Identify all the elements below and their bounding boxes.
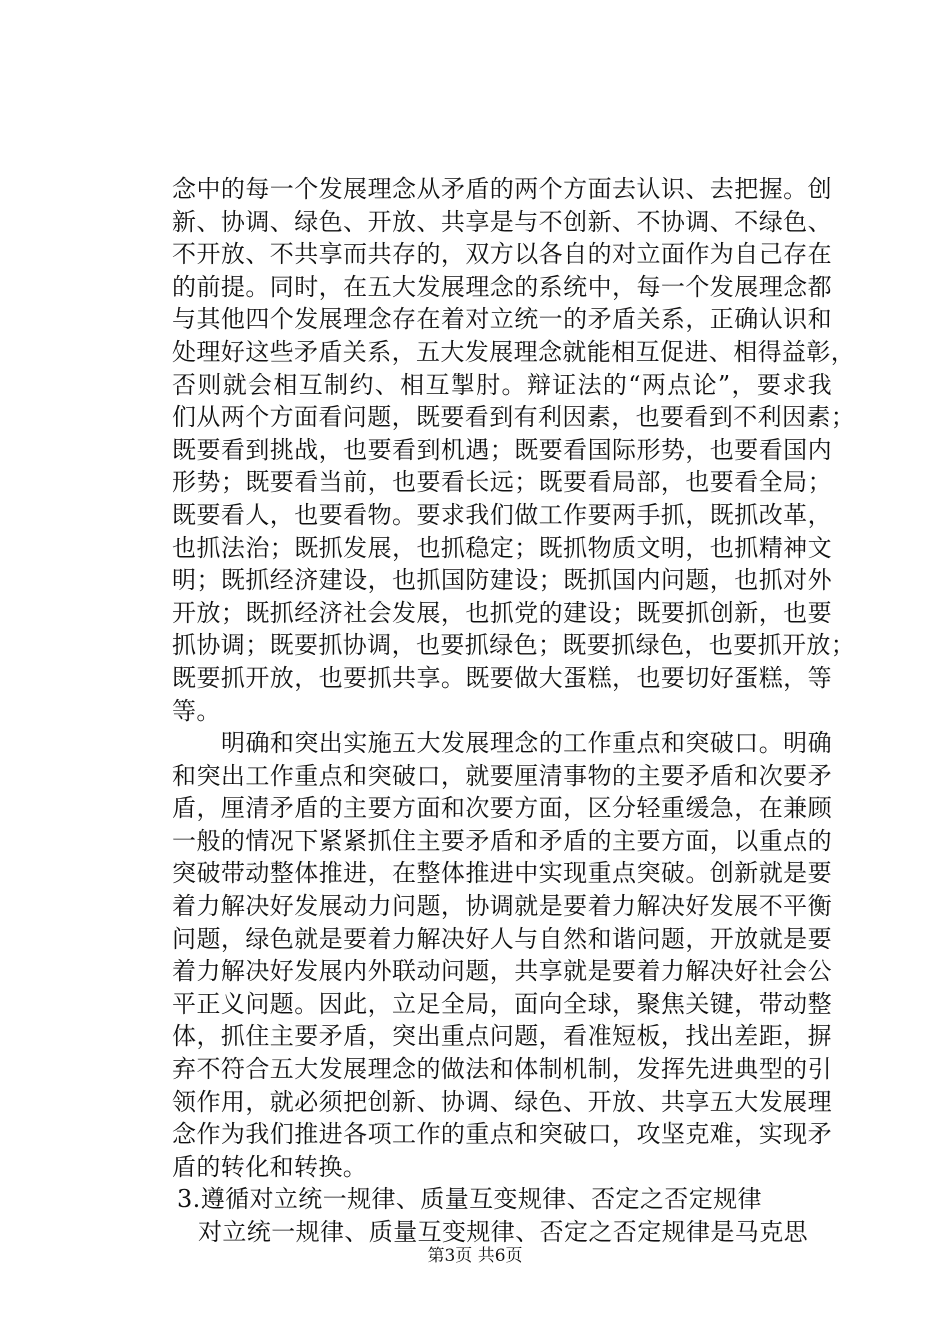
text-line: 突破带动整体推进，在整体推进中实现重点突破。创新就是要	[172, 859, 832, 888]
text-line: 形势；既要看当前，也要看长远；既要看局部，也要看全局；	[172, 468, 832, 497]
text-line: 既要看人，也要看物。要求我们做工作要两手抓，既抓改革，	[172, 500, 832, 529]
section-heading: 3.遵循对立统一规律、质量互变规律、否定之否定规律	[177, 1185, 762, 1214]
document-body	[172, 173, 856, 1249]
text-line: 念中的每一个发展理念从矛盾的两个方面去认识、去把握。创	[172, 175, 832, 203]
text-line: 新、协调、绿色、开放、共享是与不创新、不协调、不绿色、	[172, 207, 832, 236]
text-line: 盾的转化和转换。	[172, 1152, 368, 1181]
text-line: 着力解决好发展内外联动问题，共享就是要着力解决好社会公	[172, 957, 832, 986]
paragraph-3	[172, 1216, 832, 1249]
text-line: 既要抓开放，也要抓共享。既要做大蛋糕，也要切好蛋糕，等	[172, 663, 832, 692]
text-line: 弃不符合五大发展理念的做法和体制机制，发挥先进典型的引	[172, 1055, 832, 1084]
text-line: 平正义问题。因此，立足全局，面向全球，聚焦关键，带动整	[172, 989, 832, 1018]
text-line: 对立统一规律、质量互变规律、否定之否定规律是马克思	[198, 1218, 808, 1246]
text-line: 不开放、不共享而共存的，双方以各自的对立面作为自己存在	[172, 240, 832, 269]
text-line: 和突出工作重点和突破口，就要厘清事物的主要矛盾和次要矛	[172, 761, 832, 790]
text-line: 问题，绿色就是要着力解决好人与自然和谐问题，开放就是要	[172, 924, 832, 953]
text-line: 等。	[172, 696, 221, 725]
text-line: 的前提。同时，在五大发展理念的系统中，每一个发展理念都	[172, 272, 832, 301]
text-line: 着力解决好发展动力问题，协调就是要着力解决好发展不平衡	[172, 892, 832, 921]
paragraph-2	[172, 727, 832, 1183]
text-line: 明；既抓经济建设，也抓国防建设；既抓国内问题，也抓对外	[172, 566, 832, 595]
text-line: 否则就会相互制约、相互掣肘。辩证法的“两点论”，要求我	[172, 370, 832, 399]
text-line: 盾，厘清矛盾的主要方面和次要方面，区分轻重缓急，在兼顾	[172, 794, 832, 823]
text-line: 既要看到挑战，也要看到机遇；既要看国际形势，也要看国内	[172, 435, 832, 464]
text-line: 与其他四个发展理念存在着对立统一的矛盾关系，正确认识和	[172, 305, 832, 334]
text-line: 也抓法治；既抓发展，也抓稳定；既抓物质文明，也抓精神文	[172, 533, 832, 562]
text-line: 体，抓住主要矛盾，突出重点问题，看准短板，找出差距，摒	[172, 1022, 832, 1051]
page-footer: 第3页 共6页	[427, 1246, 523, 1266]
paragraph-1	[172, 173, 856, 727]
text-line: 们从两个方面看问题，既要看到有利因素，也要看到不利因素；	[172, 403, 856, 432]
text-line: 一般的情况下紧紧抓住主要矛盾和矛盾的主要方面，以重点的	[172, 826, 832, 855]
text-line: 处理好这些矛盾关系，五大发展理念就能相互促进、相得益彰，	[172, 337, 856, 366]
text-line: 领作用，就必须把创新、协调、绿色、开放、共享五大发展理	[172, 1087, 832, 1116]
text-line: 明确和突出实施五大发展理念的工作重点和突破口。明确	[221, 729, 832, 758]
text-line: 抓协调；既要抓协调，也要抓绿色；既要抓绿色，也要抓开放；	[172, 631, 856, 660]
text-line: 开放；既抓经济社会发展，也抓党的建设；既要抓创新，也要	[172, 598, 832, 627]
text-line: 念作为我们推进各项工作的重点和突破口，攻坚克难，实现矛	[172, 1120, 832, 1149]
